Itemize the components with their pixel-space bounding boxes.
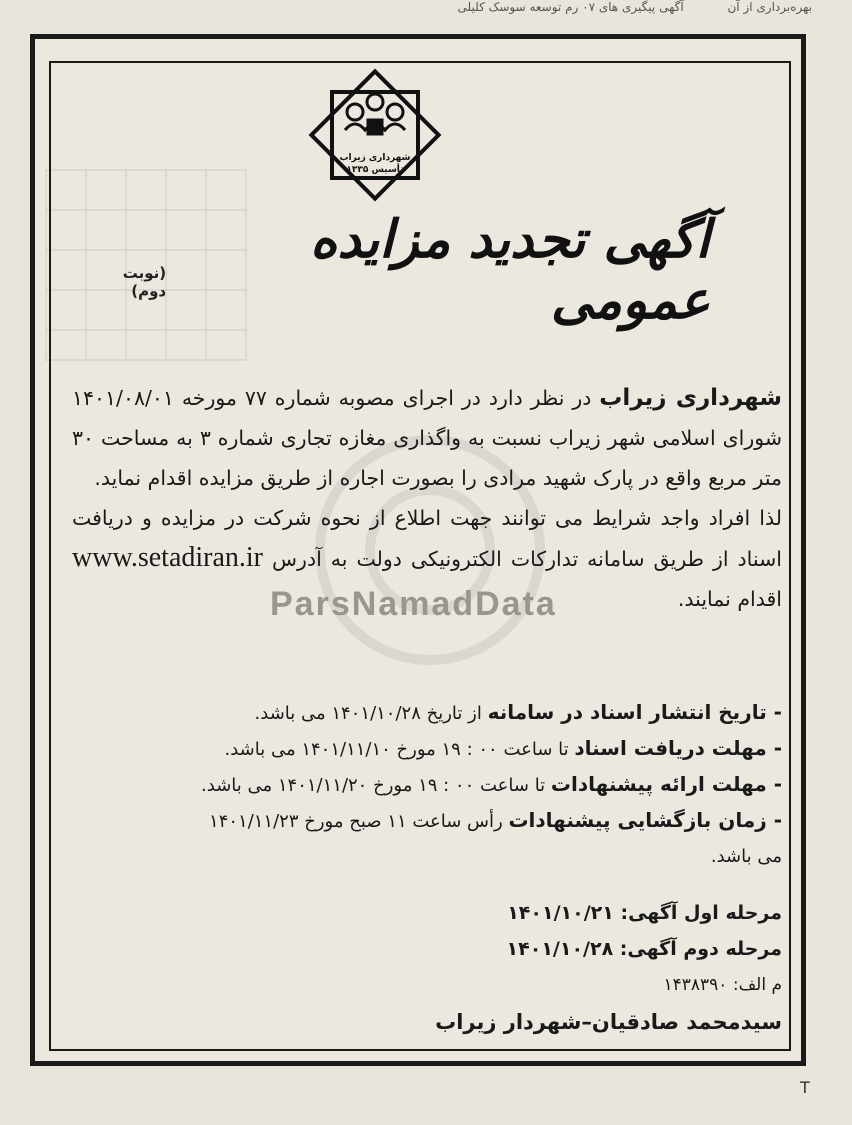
logo-line2: تأسیس ۱۳۳۵ bbox=[346, 165, 404, 175]
signature: سیدمحمد صادقیان–شهردار زیراب bbox=[435, 1010, 782, 1034]
deadline-list bbox=[72, 695, 782, 874]
deadline-tail: می باشد. bbox=[710, 846, 782, 867]
reference-number: م الف: ۱۴۳۸۳۹۰ bbox=[663, 975, 782, 995]
page-mark: T bbox=[800, 1078, 810, 1097]
top-strip bbox=[0, 0, 852, 14]
stage-first: مرحله اول آگهی: ۱۴۰۱/۱۰/۲۱ bbox=[507, 902, 782, 924]
body-lead: شهرداری زیراب bbox=[599, 385, 782, 411]
body-paragraph-1-text: در نظر دارد در اجرای مصوبه شماره ۷۷ مورخه ۱۴۰۱/۰۸/۰۱ شورای اسلامی شهر زیراب نسبت به واگذاری مغازه تجاری شماره ۳ به مساحت ۳۰ متر مربع واقع در پارک شهید مرادی را بصورت اجاره از طریق مزایده اقدام نماید. bbox=[72, 386, 783, 490]
body-paragraph-1 bbox=[72, 378, 782, 498]
deadline-text: تا ساعت ۰۰ : ۱۹ مورخ ۱۴۰۱/۱۱/۲۰ می باشد. bbox=[201, 775, 551, 796]
deadline-label: - مهلت ارائه پیشنهادات bbox=[550, 772, 782, 796]
deadline-label: - زمان بازگشایی پیشنهادات bbox=[508, 808, 782, 832]
deadline-item bbox=[72, 767, 782, 803]
deadline-text: تا ساعت ۰۰ : ۱۹ مورخ ۱۴۰۱/۱۱/۱۰ می باشد. bbox=[224, 739, 575, 760]
watermark-text: ParsNamadData bbox=[270, 585, 557, 623]
deadline-text: رأس ساعت ۱۱ صبح مورخ ۱۴۰۱/۱۱/۲۳ bbox=[209, 811, 509, 832]
logo-line1: شهرداری زیراب bbox=[339, 153, 411, 163]
deadline-item bbox=[72, 731, 782, 767]
stage-second: مرحله دوم آگهی: ۱۴۰۱/۱۰/۲۸ bbox=[506, 938, 782, 960]
top-strip-right: بهره‌برداری از آن bbox=[727, 0, 812, 14]
deadline-item bbox=[72, 803, 782, 839]
deadline-item bbox=[72, 695, 782, 731]
publication-stages bbox=[72, 895, 782, 1003]
deadline-label: - مهلت دریافت اسناد bbox=[574, 736, 782, 760]
municipality-logo bbox=[300, 60, 450, 210]
deadline-text: از تاریخ ۱۴۰۱/۱۰/۲۸ می باشد. bbox=[254, 703, 488, 724]
notice-title: آگهی تجدید مزایده عمومی bbox=[310, 209, 710, 331]
body-paragraph-2-end: اقدام نمایند. bbox=[677, 587, 782, 611]
top-strip-left: آگهی پیگیری های ۰۷ رم توسعه سوسک کلیلی bbox=[457, 0, 684, 14]
body-paragraph-2-text: لذا افراد واجد شرایط می توانند جهت اطلاع از نحوه شرکت در مزایده و دریافت اسناد از طریق سامانه تدارکات الکترونیکی دولت به آدرس bbox=[72, 506, 782, 571]
setad-url: www.setadiran.ir bbox=[72, 542, 264, 573]
deadline-label: - تاریخ انتشار اسناد در سامانه bbox=[487, 700, 782, 724]
notice-round: (نوبت دوم) bbox=[122, 264, 167, 300]
title-row bbox=[90, 209, 710, 331]
body-paragraph-2 bbox=[72, 498, 782, 619]
notice-body bbox=[72, 378, 782, 619]
